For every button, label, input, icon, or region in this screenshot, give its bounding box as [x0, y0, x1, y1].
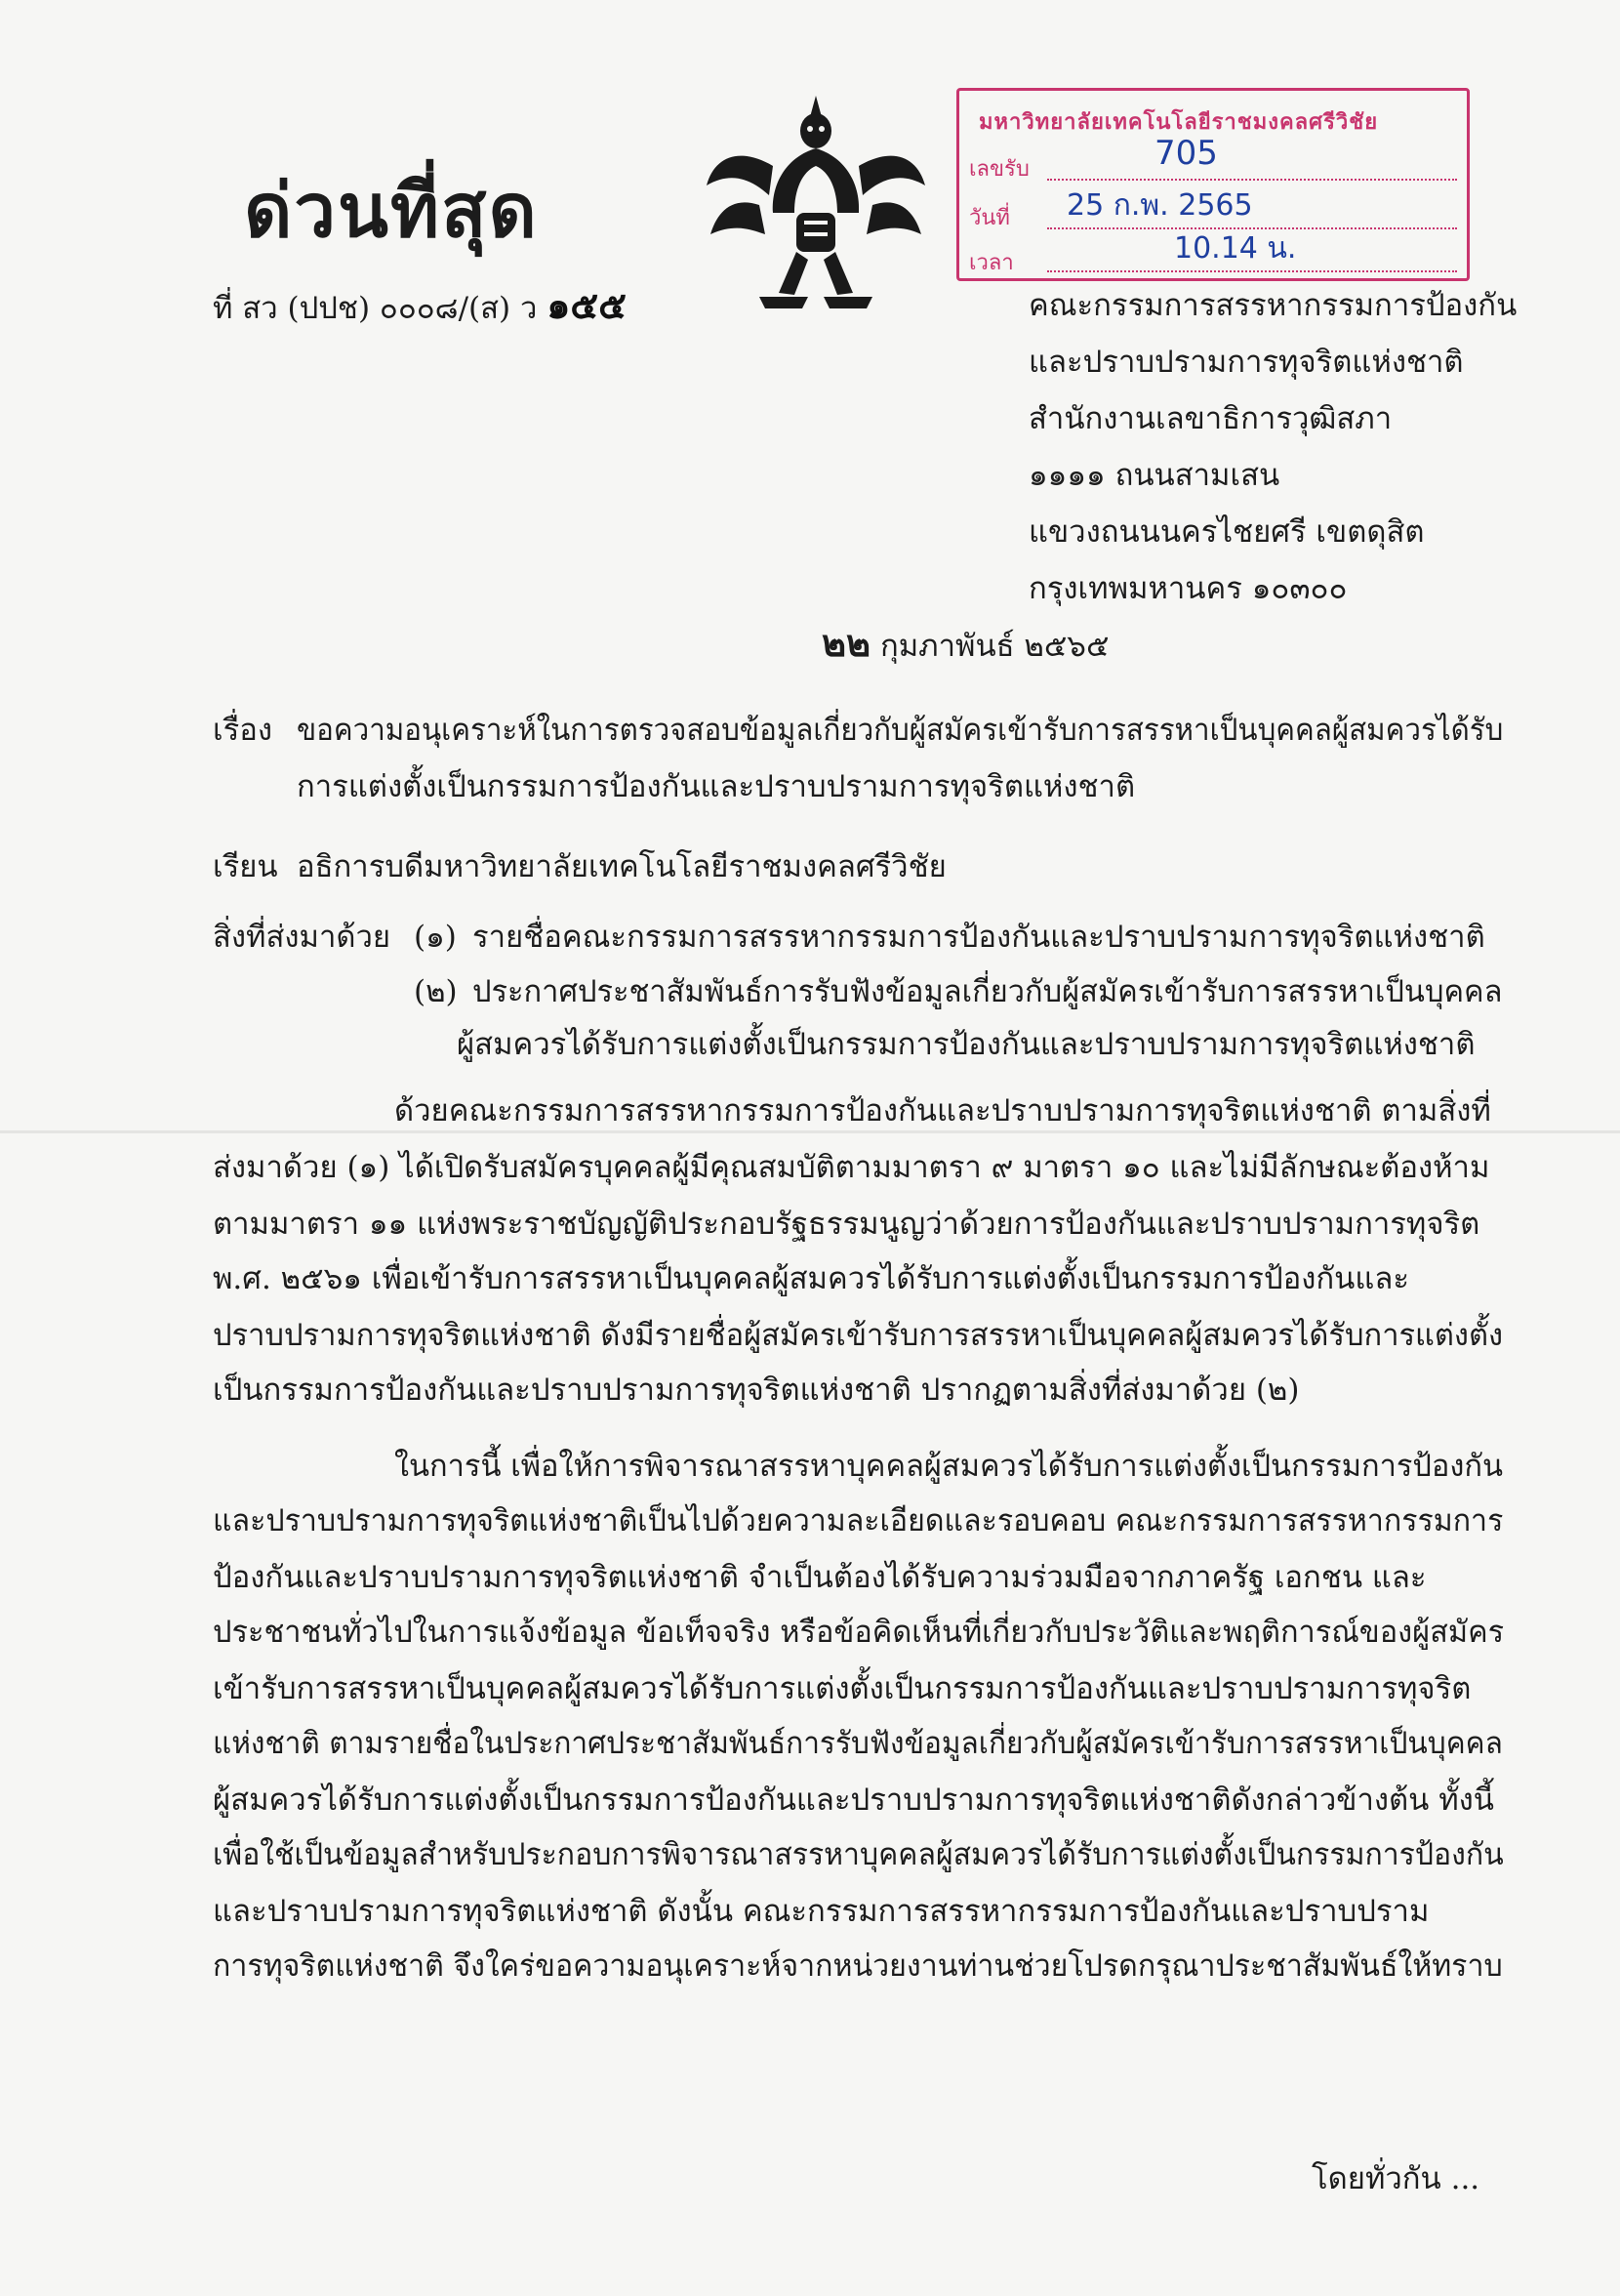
stamp-organization: มหาวิทยาลัยเทคโนโลยีราชมงคลศรีวิชัย [979, 110, 1379, 135]
reference-number [213, 275, 627, 335]
address-line: แขวงถนนนครไชยศรี เขตดุสิต [1029, 514, 1425, 550]
paragraph-line: แห่งชาติ ตามรายชื่อในประกาศประชาสัมพันธ์การรับฟังข้อมูลเกี่ยวกับผู้สมัครเข้ารับการสรรหาเป็นบุคคล [213, 1726, 1503, 1761]
date-month-year: กุมภาพันธ์ ๒๕๖๕ [879, 629, 1110, 664]
paragraph-line: เพื่อใช้เป็นข้อมูลสำหรับประกอบการพิจารณาสรรหาบุคคลผู้สมควรได้รับการแต่งตั้งเป็นกรรมการป้องกัน [213, 1837, 1504, 1872]
continuation-text: โดยทั่วกัน ... [1312, 2161, 1480, 2196]
paragraph-line: ประชาชนทั่วไปในการแจ้งข้อมูล ข้อเท็จจริง หรือข้อคิดเห็นที่เกี่ยวกับประวัติและพฤติการณ์ของผู้สมัคร [213, 1615, 1505, 1650]
paragraph-line: ด้วยคณะกรรมการสรรหากรรมการป้องกันและปราบปรามการทุจริตแห่งชาติ ตามสิ่งที่ [394, 1093, 1491, 1128]
stamp-date-value: 25 ก.พ. 2565 [1067, 188, 1253, 223]
garuda-emblem-icon [701, 88, 931, 318]
reference-handwritten-number: ๑๕๕ [547, 284, 627, 327]
paragraph-line: ผู้สมควรได้รับการแต่งตั้งเป็นกรรมการป้องกันและปราบปรามการทุจริตแห่งชาติดังกล่าวข้างต้น ทั้งนี้ [213, 1783, 1494, 1818]
stamp-rule [1047, 179, 1457, 181]
paragraph-line: ส่งมาด้วย (๑) ได้เปิดรับสมัครบุคคลผู้มีคุณสมบัติตามมาตรา ๙ มาตรา ๑๐ และไม่มีลักษณะต้องห้าม [213, 1150, 1490, 1185]
address-line: ๑๑๑๑ ถนนสามเสน [1029, 458, 1280, 493]
paragraph-line: พ.ศ. ๒๕๖๑ เพื่อเข้ารับการสรรหาเป็นบุคคลผู้สมควรได้รับการแต่งตั้งเป็นกรรมการป้องกันและ [213, 1261, 1409, 1296]
enclosures-label: สิ่งที่ส่งมาด้วย [213, 920, 391, 955]
paragraph-line: เข้ารับการสรรหาเป็นบุคคลผู้สมควรได้รับการแต่งตั้งเป็นกรรมการป้องกันและปราบปรามการทุจริต [213, 1671, 1472, 1706]
paragraph-line: เป็นกรรมการป้องกันและปราบปรามการทุจริตแห่งชาติ ปรากฏตามสิ่งที่ส่งมาด้วย (๒) [213, 1373, 1300, 1408]
stamp-date-label: วันที่ [969, 206, 1010, 230]
subject-line: การแต่งตั้งเป็นกรรมการป้องกันและปราบปรามการทุจริตแห่งชาติ [297, 769, 1136, 804]
address-line: สำนักงานเลขาธิการวุฒิสภา [1029, 401, 1393, 436]
address-line: กรุงเทพมหานคร ๑๐๓๐๐ [1029, 571, 1348, 606]
paragraph-line: การทุจริตแห่งชาติ จึงใคร่ขอความอนุเคราะห์จากหน่วยงานท่านช่วยโปรดกรุณาประชาสัมพันธ์ให้ทราบ [213, 1948, 1503, 1984]
address-line: และปราบปรามการทุจริตแห่งชาติ [1029, 345, 1464, 380]
document-date [822, 613, 1109, 673]
stamp-recv-number: 705 [1154, 134, 1218, 173]
paragraph-line: ตามมาตรา ๑๑ แห่งพระราชบัญญัติประกอบรัฐธรรมนูญว่าด้วยการป้องกันและปราบปรามการทุจริต [213, 1207, 1480, 1242]
paragraph-line: ในการนี้ เพื่อให้การพิจารณาสรรหาบุคคลผู้สมควรได้รับการแต่งตั้งเป็นกรรมการป้องกัน [394, 1449, 1504, 1484]
sender-address [1029, 277, 1517, 617]
enclosure-line: ผู้สมควรได้รับการแต่งตั้งเป็นกรรมการป้องกันและปราบปรามการทุจริตแห่งชาติ [457, 1027, 1476, 1062]
reference-prefix: ที่ สว (ปปช) ๐๐๐๘/(ส) ว [213, 291, 538, 326]
stamp-time-label: เวลา [969, 251, 1014, 275]
enclosure-line: รายชื่อคณะกรรมการสรรหากรรมการป้องกันและปราบปรามการทุจริตแห่งชาติ [472, 920, 1485, 955]
recipient-label: เรียน [213, 849, 278, 884]
paragraph-line: ป้องกันและปราบปรามการทุจริตแห่งชาติ จำเป็นต้องได้รับความร่วมมือจากภาครัฐ เอกชน และ [213, 1560, 1427, 1595]
paragraph-line: และปราบปรามการทุจริตแห่งชาติเป็นไปด้วยความละเอียดและรอบคอบ คณะกรรมการสรรหากรรมการ [213, 1503, 1504, 1538]
subject-line: ขอความอนุเคราะห์ในการตรวจสอบข้อมูลเกี่ยวกับผู้สมัครเข้ารับการสรรหาเป็นบุคคลผู้สมควรได้รับ [297, 713, 1504, 748]
paragraph-line: ปราบปรามการทุจริตแห่งชาติ ดังมีรายชื่อผู้สมัครเข้ารับการสรรหาเป็นบุคคลผู้สมควรได้รับการแต่งตั้ง [213, 1318, 1504, 1353]
enclosure-number: (๒) [414, 974, 458, 1009]
subject-label: เรื่อง [213, 713, 273, 748]
stamp-time-value: 10.14 น. [1174, 231, 1297, 266]
urgency-heading: ด่วนที่สุด [244, 167, 539, 254]
address-line: คณะกรรมการสรรหากรรมการป้องกัน [1029, 288, 1518, 323]
enclosure-line: ประกาศประชาสัมพันธ์การรับฟังข้อมูลเกี่ยวกับผู้สมัครเข้ารับการสรรหาเป็นบุคคล [472, 974, 1503, 1009]
recipient-name: อธิการบดีมหาวิทยาลัยเทคโนโลยีราชมงคลศรีวิชัย [297, 849, 947, 884]
date-day-handwritten: ๒๒ [822, 622, 871, 665]
stamp-recv-label: เลขรับ [969, 157, 1030, 182]
receiving-stamp [956, 88, 1470, 281]
enclosure-number: (๑) [414, 920, 457, 955]
paragraph-line: และปราบปรามการทุจริตแห่งชาติ ดังนั้น คณะกรรมการสรรหากรรมการป้องกันและปราบปราม [213, 1894, 1430, 1929]
